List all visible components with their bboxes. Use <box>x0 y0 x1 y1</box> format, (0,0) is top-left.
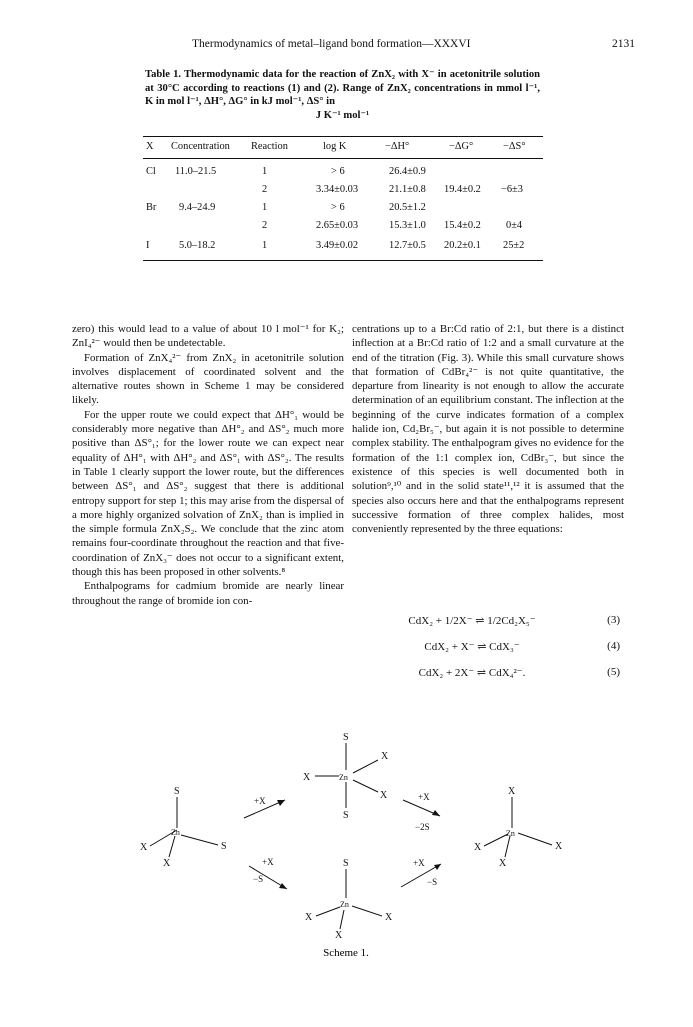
header-cell: X <box>146 141 154 152</box>
equation-expr: CdX₂ + X⁻ ⇌ CdX₃⁻ <box>424 641 520 653</box>
atom-label: X <box>508 786 516 797</box>
table-cell: 9.4–24.9 <box>179 202 216 213</box>
table-cell: 2 <box>262 220 268 231</box>
table-cell: 0±4 <box>506 220 523 231</box>
atom-label: S <box>174 786 180 797</box>
arrow-label: −S <box>253 874 264 884</box>
arrow-label: +X <box>262 857 274 867</box>
caption-line: solution at 30°C according to reactions (1) and (2). Range of ZnX₂ <box>145 69 541 94</box>
atom-label: Zn <box>339 773 348 782</box>
equation-expr: CdX₂ + 2X⁻ ⇌ CdX₄²⁻. <box>418 667 526 679</box>
table-cell: I <box>146 240 150 251</box>
caption-line: concentrations in mmol l⁻¹, K in mol l⁻¹, ΔH°, ΔG° in kJ mol⁻¹, ΔS° in <box>145 82 540 108</box>
table-cell: 15.4±0.2 <box>444 220 481 231</box>
atom-label: X <box>499 858 507 869</box>
header-cell: −ΔH° <box>385 141 410 152</box>
paragraph: For the upper route we could expect that ΔH°₁ would be considerably more negative than ΔH°₂ and ΔS°₂ much more positive than ΔS°₁; for the lower route we can expect near equality of ΔH°₁ with ΔH°₂ and ΔS°₁ with ΔS°₂. The results in Table 1 clearly support the lower route, but the differences between ΔS°₁ and ΔS°₂ suggest that there is additional entropy support for step 1; this may arise from the dispersal of a more highly organized solvation of ZnX₂ than is implied in the simple formula ZnX₂S₂. We conclude that the zinc atom remains four-coordinate throughout the reaction and that five-coordination of ZnX₃⁻ does not occur to a significant extent, though this has been proposed in other solvents.⁸ <box>72 408 344 579</box>
arrow-label: +X <box>254 796 266 806</box>
paragraph: centrations up to a Br:Cd ratio of 2:1, but there is a distinct inflection at a Br:Cd ratio of 1:2 and a small curvature at the end of the titration (Fig. 3). While this small curvature shows that formation of CdBr₄²⁻ is not quite quantitative, the departure from linearity is not enough to allow the accurate determination of an equilibrium constant. The inflection at the beginning of the curve indicates formation of a complex halide ion, Cd₂Br₅⁻, but again it is not possible to determine complex stability. The enthalpogram gives no evidence for the formation of the 1:1 complex ion, CdBr₃⁻, but since the existence of this species is well documented both in solution⁹,¹⁰ and in the solid state¹¹,¹² it is assumed that the species also occurs here and that the enthalpograms represent successive formation of three complex halides, most conveniently represented by the three equations: <box>352 323 624 536</box>
equation-number: (5) <box>607 666 620 678</box>
arrow-label: −2S <box>415 822 430 832</box>
table-cell: 2 <box>262 184 268 195</box>
header-cell: −ΔG° <box>449 141 474 152</box>
table-cell: Br <box>146 202 157 213</box>
atom-label: S <box>221 841 227 852</box>
equation-expr: CdX₂ + 1/2X⁻ ⇌ 1/2Cd₂X₅⁻ <box>408 615 536 627</box>
header-cell: Reaction <box>251 141 288 152</box>
table-cell: > 6 <box>331 202 345 213</box>
table-cell: 20.2±0.1 <box>444 240 481 251</box>
table-cell: 19.4±0.2 <box>444 184 481 195</box>
atom-label: Zn <box>340 900 349 909</box>
page-number: 2131 <box>612 38 635 50</box>
atom-label: S <box>343 810 349 821</box>
header-cell: −ΔS° <box>503 141 526 152</box>
atom-label: X <box>555 841 563 852</box>
table-cell: 2.65±0.03 <box>316 220 359 231</box>
table-cell: 25±2 <box>503 240 525 251</box>
atom-label: Zn <box>506 829 515 838</box>
caption-line: J K⁻¹ mol⁻¹ <box>315 109 370 121</box>
table-cell: Cl <box>146 166 156 177</box>
header-cell: log K <box>323 141 347 152</box>
table-cell: 1 <box>262 202 268 213</box>
atom-label: S <box>343 732 349 743</box>
table-cell: 3.49±0.02 <box>316 240 359 251</box>
table-cell: > 6 <box>331 166 345 177</box>
atom-label: X <box>305 912 313 923</box>
paragraph: Formation of ZnX₄²⁻ from ZnX₂ in acetonitrile solution involves displacement of coordinated solvent and the alternative routes shown in Scheme 1 may be considered likely. <box>72 351 344 407</box>
table-cell: 12.7±0.5 <box>389 240 426 251</box>
atom-label: X <box>303 772 311 783</box>
atom-label: X <box>474 842 482 853</box>
header-cell: Concentration <box>171 141 230 152</box>
paragraph: zero) this would lead to a value of about 10 l mol⁻¹ for K₂; ZnI₄²⁻ would then be undetectable. <box>72 323 344 350</box>
running-title: Thermodynamics of metal–ligand bond formation—XXXVI <box>192 38 471 50</box>
equation-number: (3) <box>607 614 620 626</box>
table-cell: 20.5±1.2 <box>389 202 426 213</box>
atom-label: S <box>343 858 349 869</box>
caption-line: Table 1. Thermodynamic data for the reaction of ZnX₂ with X⁻ in acetonitrile <box>145 69 501 80</box>
atom-label: X <box>385 912 393 923</box>
atom-label: Zn <box>171 828 180 837</box>
arrow-label: +X <box>418 792 430 802</box>
equation-number: (4) <box>607 640 620 652</box>
table-cell: 3.34±0.03 <box>316 184 359 195</box>
scheme-caption: Scheme 1. <box>323 947 369 959</box>
arrow-label: −S <box>427 877 438 887</box>
atom-label: X <box>140 842 148 853</box>
table-cell: 1 <box>262 240 268 251</box>
table-cell: 21.1±0.8 <box>389 184 426 195</box>
table-cell: 26.4±0.9 <box>389 166 426 177</box>
atom-label: X <box>163 858 171 869</box>
table-cell: 5.0–18.2 <box>179 240 216 251</box>
table-cell: 15.3±1.0 <box>389 220 426 231</box>
atom-label: X <box>381 751 389 762</box>
atom-label: X <box>380 790 388 801</box>
atom-label: X <box>335 930 343 941</box>
table-cell: −6±3 <box>501 184 523 195</box>
arrow-label: +X <box>413 858 425 868</box>
table-cell: 11.0–21.5 <box>175 166 217 177</box>
paragraph: Enthalpograms for cadmium bromide are nearly linear throughout the range of bromide ion con- <box>72 580 344 607</box>
table-cell: 1 <box>262 166 268 177</box>
